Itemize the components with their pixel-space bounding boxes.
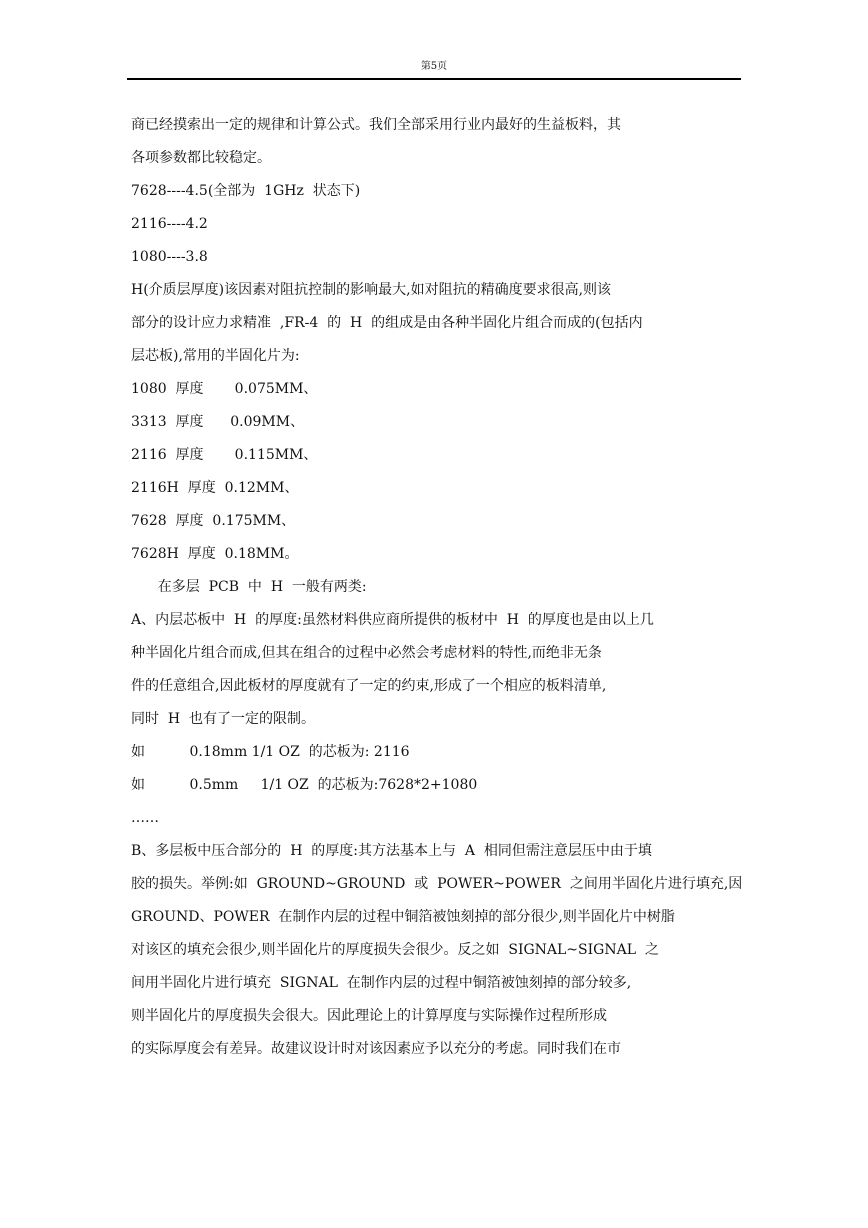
text-line: A、内层芯板中 H 的厚度:虽然材料供应商所提供的板材中 H 的厚度也是由以上几 bbox=[131, 612, 654, 628]
text-line: 件的任意组合,因此板材的厚度就有了一定的约束,形成了一个相应的板料清单, bbox=[131, 678, 607, 694]
text-line: 1080 厚度 0.075MM、 bbox=[131, 381, 318, 397]
text-line: 7628----4.5(全部为 1GHz 状态下) bbox=[131, 183, 361, 199]
page-number-header: 第5页 bbox=[420, 61, 448, 72]
text-line: 2116----4.2 bbox=[131, 216, 208, 232]
text-line: …… bbox=[131, 810, 159, 826]
text-line: 3313 厚度 0.09MM、 bbox=[131, 414, 305, 430]
text-line: 2116 厚度 0.115MM、 bbox=[131, 447, 318, 463]
text-line: 商已经摸索出一定的规律和计算公式。我们全部采用行业内最好的生益板料，其 bbox=[131, 117, 621, 133]
document-body bbox=[131, 109, 747, 1066]
text-line: 则半固化片的厚度损失会很大。因此理论上的计算厚度与实际操作过程所形成 bbox=[131, 1008, 607, 1024]
text-line: 2116H 厚度 0.12MM、 bbox=[131, 480, 299, 496]
text-line: 7628 厚度 0.175MM、 bbox=[131, 513, 296, 529]
text-line: 如 0.18mm 1/1 OZ 的芯板为: 2116 bbox=[131, 744, 410, 760]
text-line: 7628H 厚度 0.18MM。 bbox=[131, 546, 299, 562]
text-line: 层芯板),常用的半固化片为: bbox=[131, 348, 300, 364]
text-line: 同时 H 也有了一定的限制。 bbox=[131, 711, 316, 727]
text-line: 各项参数都比较稳定。 bbox=[131, 150, 271, 166]
text-line: 间用半固化片进行填充 SIGNAL 在制作内层的过程中铜箔被蚀刻掉的部分较多, bbox=[131, 975, 632, 991]
text-line: B、多层板中压合部分的 H 的厚度:其方法基本上与 A 相同但需注意层压中由于填 bbox=[131, 843, 652, 859]
text-line: 的实际厚度会有差异。故建议设计时对该因素应予以充分的考虑。同时我们在市 bbox=[131, 1041, 621, 1057]
text-line: 如 0.5mm 1/1 OZ 的芯板为:7628*2+1080 bbox=[131, 777, 478, 793]
text-line: GROUND、POWER 在制作内层的过程中铜箔被蚀刻掉的部分很少,则半固化片中树脂 bbox=[131, 909, 675, 925]
header-divider bbox=[127, 78, 741, 80]
text-line: 在多层 PCB 中 H 一般有两类: bbox=[131, 579, 367, 595]
text-line: 胶的损失。举例:如 GROUND~GROUND 或 POWER~POWER 之间用半固化片进行填充,因 bbox=[131, 876, 743, 892]
text-line: 部分的设计应力求精准 ,FR-4 的 H 的组成是由各种半固化片组合而成的(包括内 bbox=[131, 315, 643, 331]
text-line: 种半固化片组合而成,但其在组合的过程中必然会考虑材料的特性,而绝非无条 bbox=[131, 645, 602, 661]
text-line: 1080----3.8 bbox=[131, 249, 208, 265]
text-line: H(介质层厚度)该因素对阻抗控制的影响最大,如对阻抗的精确度要求很高,则该 bbox=[131, 282, 612, 298]
text-line: 对该区的填充会很少,则半固化片的厚度损失会很少。反之如 SIGNAL~SIGNAL 之 bbox=[131, 942, 659, 958]
